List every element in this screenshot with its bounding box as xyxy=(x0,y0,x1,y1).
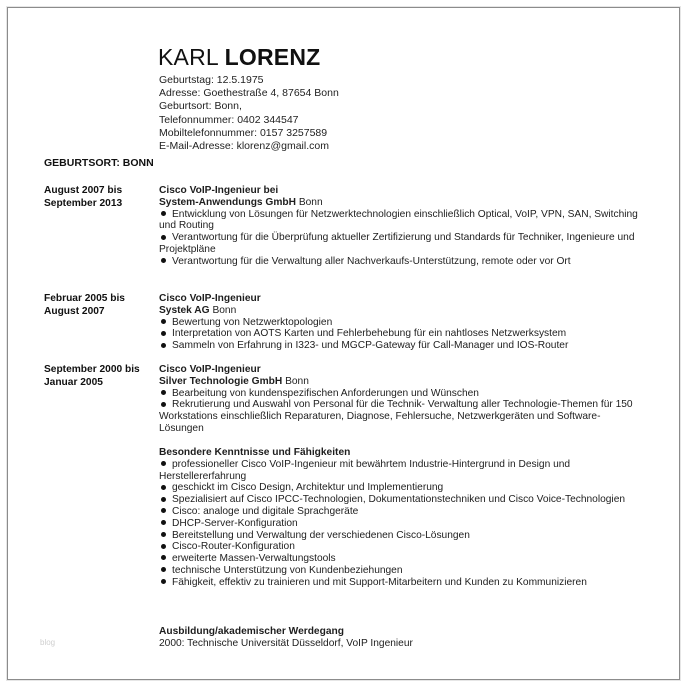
list-item: Interpretation von AOTS Karten und Fehlerbehebung für ein nahtloses Netzwerksystem xyxy=(159,328,639,340)
list-item: Verantwortung für die Verwaltung aller Nachverkaufs-Unterstützung, remote oder vor Ort xyxy=(159,256,639,268)
job-3-date-end: Januar 2005 xyxy=(44,376,103,388)
list-item: Fähigkeit, effektiv zu trainieren und mit Support-Mitarbeitern und Kunden zu Kommunizieren xyxy=(159,577,639,589)
job-3-title: Cisco VoIP-Ingenieur xyxy=(159,364,261,375)
education-title: Ausbildung/akademischer Werdegang xyxy=(159,626,344,637)
list-item: technische Unterstützung von Kundenbeziehungen xyxy=(159,565,639,577)
bullet-icon xyxy=(161,258,166,263)
job-3-bullets xyxy=(159,388,639,435)
first-name: KARL xyxy=(158,44,219,70)
list-item: geschickt im Cisco Design, Architektur und Implementierung xyxy=(159,482,639,494)
job-1-date-start: August 2007 bis xyxy=(44,185,123,196)
bullet-icon xyxy=(161,343,166,348)
job-1-title: Cisco VoIP-Ingenieur bei xyxy=(159,185,279,196)
job-3-company: Silver Technologie GmbH Bonn xyxy=(159,375,309,387)
job-2-location: Bonn xyxy=(212,304,237,316)
list-item: Bereitstellung und Verwaltung der verschiedenen Cisco-Lösungen xyxy=(159,530,639,542)
list-item: DHCP-Server-Konfiguration xyxy=(159,518,639,530)
job-1-bullets xyxy=(159,209,639,268)
job-2-bullets xyxy=(159,317,639,352)
list-item: Sammeln von Erfahrung in I323- und MGCP-Gateway für Call-Manager und IOS-Router xyxy=(159,340,639,352)
bullet-icon xyxy=(161,555,166,560)
bullet-icon xyxy=(161,508,166,513)
job-1 xyxy=(159,185,639,268)
bullet-icon xyxy=(161,331,166,336)
skills-title: Besondere Kenntnisse und Fähigkeiten xyxy=(159,447,351,458)
education-entry: 2000: Technische Universität Düsseldorf, VoIP Ingenieur xyxy=(159,637,413,649)
job-2-date-end: August 2007 xyxy=(44,305,105,317)
job-2-dates xyxy=(44,293,125,319)
watermark: blog xyxy=(40,638,56,647)
bullet-icon xyxy=(161,532,166,537)
list-item: Bewertung von Netzwerktopologien xyxy=(159,317,639,329)
job-3 xyxy=(159,364,639,435)
list-item: Bearbeitung von kundenspezifischen Anforderungen und Wünschen xyxy=(159,388,639,400)
education-section xyxy=(159,626,639,650)
skills-bullets xyxy=(159,459,639,589)
list-item: Verantwortung für die Überprüfung aktueller Zertifizierung und Standards für Techniker, Ingenieure und Projektpläne xyxy=(159,232,635,255)
job-2 xyxy=(159,293,639,352)
contact-email: E-Mail-Adresse: klorenz@gmail.com xyxy=(159,140,329,153)
contact-details xyxy=(159,74,339,153)
list-item: erweiterte Massen-Verwaltungstools xyxy=(159,553,639,565)
contact-phone: Telefonnummer: 0402 344547 xyxy=(159,113,299,126)
last-name: LORENZ xyxy=(224,44,321,70)
job-3-date-start: September 2000 bis xyxy=(44,364,140,375)
job-3-location: Bonn xyxy=(285,375,309,387)
list-item: Spezialisiert auf Cisco IPCC-Technologien, Dokumentationstechniken und Cisco Voice-Technologien xyxy=(159,494,639,506)
list-item: Entwicklung von Lösungen für Netzwerktechnologien einschließlich Optical, VoIP, VPN, SAN, Switching und Routing xyxy=(159,208,638,232)
candidate-name xyxy=(158,44,320,71)
contact-mobile: Mobiltelefonnummer: 0157 3257589 xyxy=(159,126,328,139)
list-item: Cisco: analoge und digitale Sprachgeräte xyxy=(159,506,639,518)
bullet-icon xyxy=(161,579,166,584)
skills-section xyxy=(159,447,639,589)
bullet-icon xyxy=(161,461,166,466)
bullet-icon xyxy=(161,485,166,490)
job-3-dates xyxy=(44,364,140,390)
bullet-icon xyxy=(161,497,166,502)
list-item: Cisco-Router-Konfiguration xyxy=(159,541,639,553)
job-2-company: Systek AG Bonn xyxy=(159,304,237,316)
job-2-date-start: Februar 2005 bis xyxy=(44,293,125,304)
bullet-icon xyxy=(161,402,166,407)
bullet-icon xyxy=(161,544,166,549)
job-1-company: System-Anwendungs GmbH Bonn xyxy=(159,196,323,208)
bullet-icon xyxy=(161,235,166,240)
contact-birthday: Geburtstag: 12.5.1975 xyxy=(159,74,264,86)
contact-birthplace: Geburtsort: Bonn, xyxy=(159,100,242,113)
bullet-icon xyxy=(161,520,166,525)
job-2-title: Cisco VoIP-Ingenieur xyxy=(159,293,261,304)
bullet-icon xyxy=(161,567,166,572)
bullet-icon xyxy=(161,211,166,216)
job-1-dates xyxy=(44,185,122,211)
job-1-date-end: September 2013 xyxy=(44,197,123,209)
bullet-icon xyxy=(161,319,166,324)
section-heading: GEBURTSORT: BONN xyxy=(44,157,154,169)
list-item: professioneller Cisco VoIP-Ingenieur mit bewährtem Industrie-Hintergrund in Design und Herstellererfahrung xyxy=(159,458,571,482)
contact-address: Adresse: Goethestraße 4, 87654 Bonn xyxy=(159,87,339,100)
job-1-location: Bonn xyxy=(298,196,323,208)
bullet-icon xyxy=(161,390,166,395)
list-item: Rekrutierung und Auswahl von Personal für die Technik- Verwaltung aller Technologie-Themen für 150 Workstations einschließlich Reparaturen, Diagnose, Fehlersuche, Netzwerkgeräten und Software-Lösungen xyxy=(159,399,633,434)
